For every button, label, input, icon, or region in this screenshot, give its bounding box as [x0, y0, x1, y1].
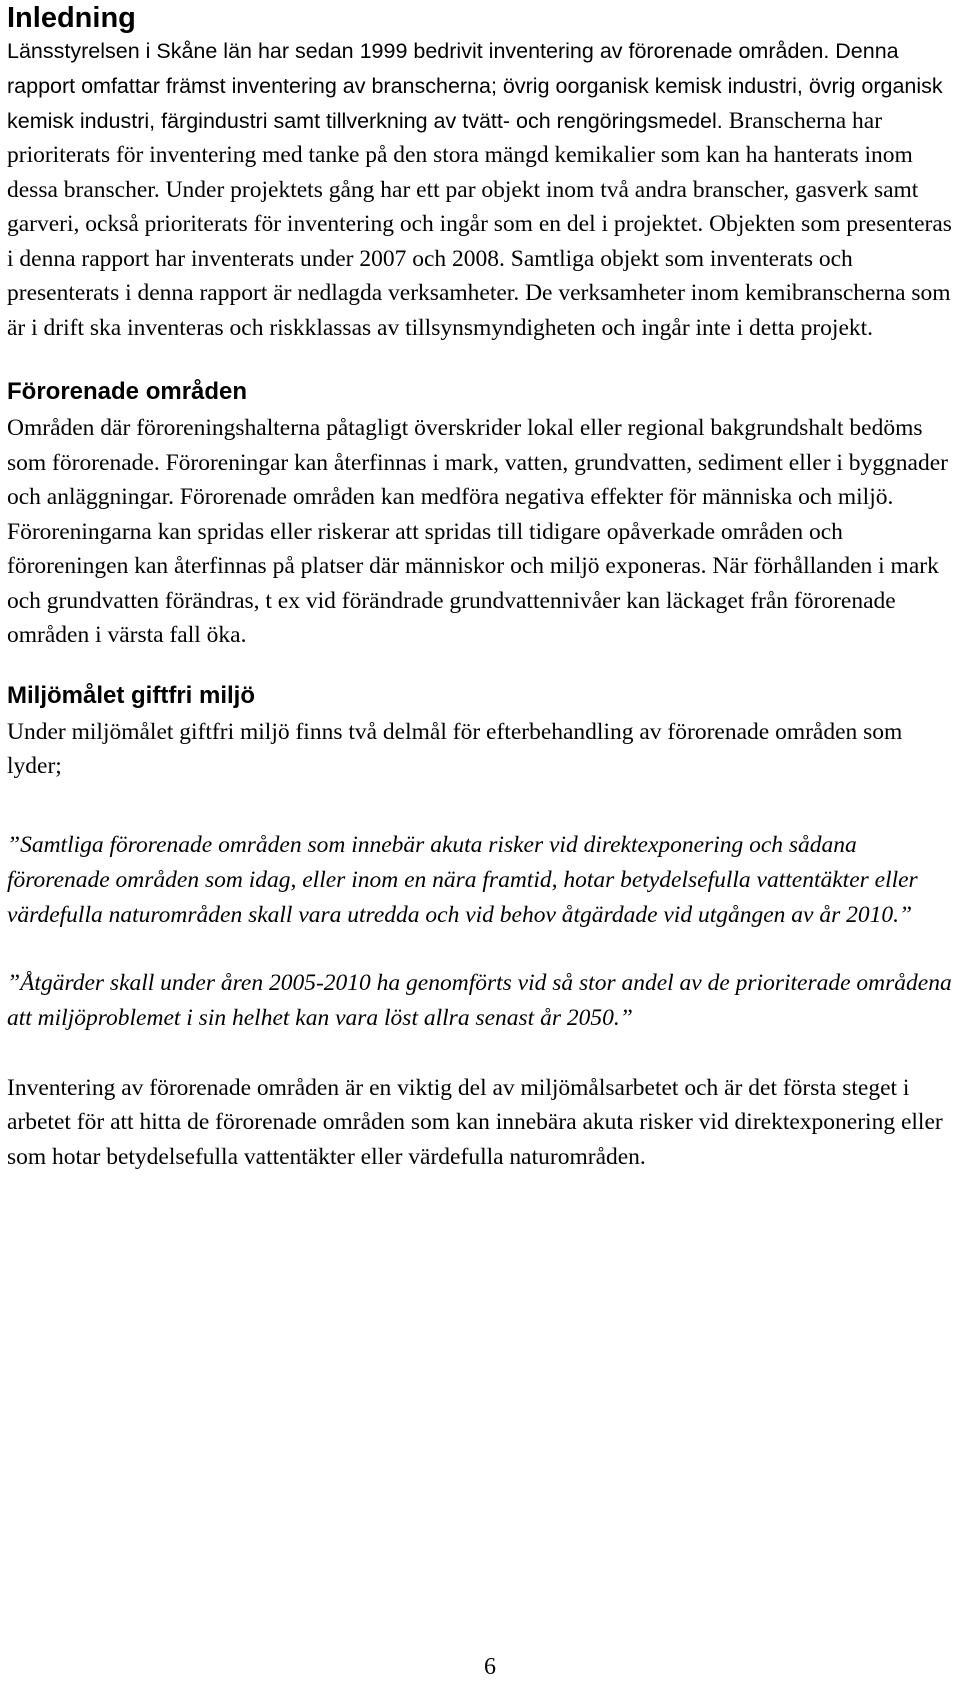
document-page — [7, 0, 953, 1174]
intro-text-serif: Branscherna har prioriterats för inventering med tanke på den stora mängd kemikalier som kan ha hanterats inom dessa branscher. Under projektets gång har ett par objekt inom två andra branscher, gasverk samt garveri, också prioriterats för inventering och ingår som en del i projektet. Objekten som presenteras i denna rapport har inventerats under 2007 och 2008. Samtliga objekt som inventerats och presenterats i denna rapport är nedlagda verksamheter. De verksamheter inom kemibranscherna som är i drift ska inventeras och riskklassas av tillsynsmyndigheten och ingår inte i detta projekt. — [7, 107, 952, 341]
contaminated-paragraph: Områden där föroreningshalterna påtagligt överskrider lokal eller regional bakgrundshalt bedöms som förorenade. Föroreningar kan återfinnas i mark, vatten, grundvatten, sediment eller i byggnader och anläggningar. Förorenade områden kan medföra negativa effekter för människa och miljö. Föroreningarna kan spridas eller riskerar att spridas till tidigare opåverkade områden och föroreningen kan återfinnas på platser där människor och miljö exponeras. När förhållanden i mark och grundvatten förändras, t ex vid förändrade grundvattennivåer kan läckaget från förorenade områden i värsta fall öka. — [7, 415, 948, 649]
heading-miljomalet: Miljömålet giftfri miljö — [7, 681, 256, 709]
intro-paragraph — [7, 34, 953, 345]
page-number: 6 — [484, 1654, 496, 1680]
goal-quote-2: ”Åtgärder skall under åren 2005-2010 ha genomförts vid så stor andel av de prioriterade områdena att miljöproblemet i sin helhet kan vara löst allra senast år 2050.” — [7, 969, 952, 1031]
closing-paragraph: Inventering av förorenade områden är en viktig del av miljömålsarbetet och är det första steget i arbetet för att hitta de förorenade områden som kan innebära akuta risker vid direktexponering eller som hotar betydelsefulla vattentäkter eller värdefulla naturområden. — [7, 1074, 943, 1170]
goal-intro-paragraph: Under miljömålet giftfri miljö finns två delmål för efterbehandling av förorenade områden som lyder; — [7, 718, 903, 780]
goal-quote-1: ”Samtliga förorenade områden som innebär akuta risker vid direktexponering och sådana förorenade områden som idag, eller inom en nära framtid, hotar betydelsefulla vattentäkter eller värdefulla naturområden skall vara utredda och vid behov åtgärdade vid utgången av år 2010.” — [7, 831, 918, 928]
heading-inledning: Inledning — [7, 2, 136, 34]
heading-fororenade-omraden: Förorenade områden — [7, 378, 248, 406]
intro-text-sans: Länsstyrelsen i Skåne län har sedan 1999 bedrivit inventering av förorenade områden. Denna rapport omfattar främst inventering av branscherna; övrig oorganisk kemisk industri, övrig organisk kemisk industri, färgindustri samt tillverkning av tvätt- och rengöringsmedel. — [7, 39, 943, 133]
